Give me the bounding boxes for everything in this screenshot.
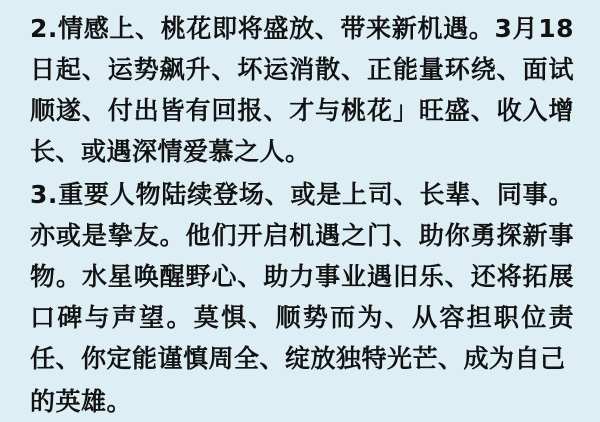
paragraph-partial-last-line: 的英雄。 <box>30 387 133 416</box>
paragraph-2: 2.情感上、桃花即将盛放、带来新机遇。3月18日起、运势飙升、坏运消散、正能量环绕、面试顺遂、付出皆有回报、才与桃花」旺盛、收入增长、或遇深情爱慕之人。 <box>30 14 574 166</box>
paragraph-3: 3.重要人物陆续登场、或是上司、长辈、同事。亦或是挚友。他们开启机遇之门、助你勇探新事物。水星唤醒野心、助力事业遇旧乐、还将拓展口碑与声望。莫惧、顺势而为、从容担职位责任、你定能谨慎周全、绽放独特光芒、成为自己 <box>30 180 574 373</box>
